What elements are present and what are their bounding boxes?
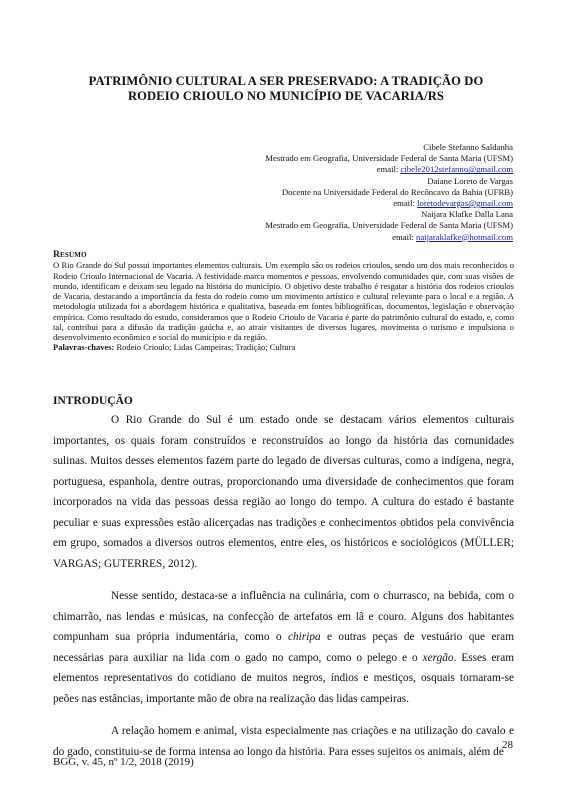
paragraph-text: Nesse sentido, destaca-se a influência na culinária, com o churrasco, na bebida, com o chimarrão, nas lendas e músicas, na confecção de artefatos em lã e couro. Alguns dos habitantes compunham sua própria indumentária, como o xyxy=(53,590,514,643)
italic-term: chiripa xyxy=(288,631,321,643)
paper-title xyxy=(60,74,512,104)
introduction-body xyxy=(53,410,514,774)
abstract-heading: Resumo xyxy=(53,250,87,260)
paragraph xyxy=(53,586,514,709)
author-block xyxy=(183,142,513,243)
title-line-2: RODEIO CRIOULO NO MUNICÍPIO DE VACARIA/RS xyxy=(127,89,445,103)
paragraph-text: e outras peças de vestuário que eram necessárias para auxiliar na lida com o gado no campo, como o pelego e o xyxy=(53,631,514,664)
author-email-line xyxy=(183,232,513,243)
author-affiliation: Mestrado em Geografia, Universidade Federal de Santa Maria (UFSM) xyxy=(265,220,513,231)
introduction-heading: INTRODUÇÃO xyxy=(53,395,133,407)
email-label: email: xyxy=(393,198,415,209)
author-name: Daiane Loreto de Vargas xyxy=(427,175,513,186)
title-line-1: PATRIMÔNIO CULTURAL A SER PRESERVADO: A TRADIÇÃO DO xyxy=(88,74,484,88)
author-name: Naijara Klafke Dalla Lana xyxy=(421,209,513,220)
keywords-line xyxy=(53,342,514,352)
page-number: 28 xyxy=(502,739,513,751)
italic-term: xergão xyxy=(422,651,454,664)
paragraph-text: . Esses eram elementos representativos do cotidiano de muitos negros, índios e mestiços, osquais tornaram-se peões nas estâncias, importante mão de obra na realização das lidas campeiras. xyxy=(53,651,514,705)
keywords-text: Rodeio Crioulo; Lidas Campeiras; Tradição; Cultura xyxy=(116,342,296,353)
paragraph: O Rio Grande do Sul é um estado onde se destacam vários elementos culturais importantes, os quais foram construídos e reconstruídos ao longo da história das comunidades sulinas. Muitos desses elementos fazem parte do legado de diversas culturas, como a indígena, negra, portuguesa, espanhola, dentre outras, proporcionando uma diversidade de conhecimentos que foram incorporados na vida das pessoas dessa região ao longo do tempo. A cultura do estado é bastante peculiar e suas expressões estão alicerçadas nas tradições e conhecimentos obtidos pela convivência em grupo, somados a diversos outros elementos, entre eles, os históricos e sociológicos (MÜLLER; VARGAS; GUTERRES, 2012). xyxy=(53,414,514,570)
author-affiliation: Docente na Universidade Federal do Recôncavo da Bahia (UFRB) xyxy=(281,186,513,197)
keywords-label: Palavras-chaves: xyxy=(53,342,115,353)
email-label: email: xyxy=(392,231,414,242)
abstract-section xyxy=(53,250,514,353)
author-email-line xyxy=(183,164,513,175)
author-email-link[interactable]: cibele2012stefanno@gmail.com xyxy=(400,164,513,175)
author-email-link[interactable]: naijaraklafke@hotmail.com xyxy=(415,231,513,242)
author-email-line xyxy=(183,198,513,209)
paragraph: A relação homem e animal, vista especialmente nas criações e na utilização do cavalo e do gado, constituiu-se de forma intensa ao longo da história. Para esses sujeitos os animais, além de xyxy=(53,725,514,758)
author-affiliation: Mestrado em Geografia, Universidade Federal de Santa Maria (UFSM) xyxy=(265,153,513,164)
journal-footer: BGG, v. 45, nº 1/2, 2018 (2019) xyxy=(53,756,194,768)
author-email-link[interactable]: loretodevargas@gmail.com xyxy=(417,198,513,209)
author-name: Cibele Stefanno Saldanha xyxy=(423,142,513,152)
email-label: email: xyxy=(376,164,399,175)
abstract-text: O Rio Grande do Sul possui importantes elementos culturais. Um exemplo são os rodeios crioulos, sendo um dos mais reconhecidos o Rodeio Crioulo Internacional de Vacaria. A festividade marca momentos e pessoas, envolvendo comunidades que, com suas visões de mundo, identificam e deixam seu legado na história do município. O objetivo deste trabalho é resgatar a história dos rodeios crioulos de Vacaria, destacando a importância da festa do rodeio como um movimento artístico e cultural relevante para o local e a região. A metodologia utilizada foi a abordagem histórica e qualitativa, baseada em fontes bibliográficas, documentos, legislação e observação empírica. Como resultado do estudo, consideramos que o Rodeio Crioulo de Vacaria é parte do patrimônio cultural do estado, e, como tal, contribui para a difusão da tradição gaúcha e, ao atrair visitantes de diversos lugares, movimenta o turismo e impulsiona o desenvolvimento econômico e social do município e da região. xyxy=(53,260,514,342)
